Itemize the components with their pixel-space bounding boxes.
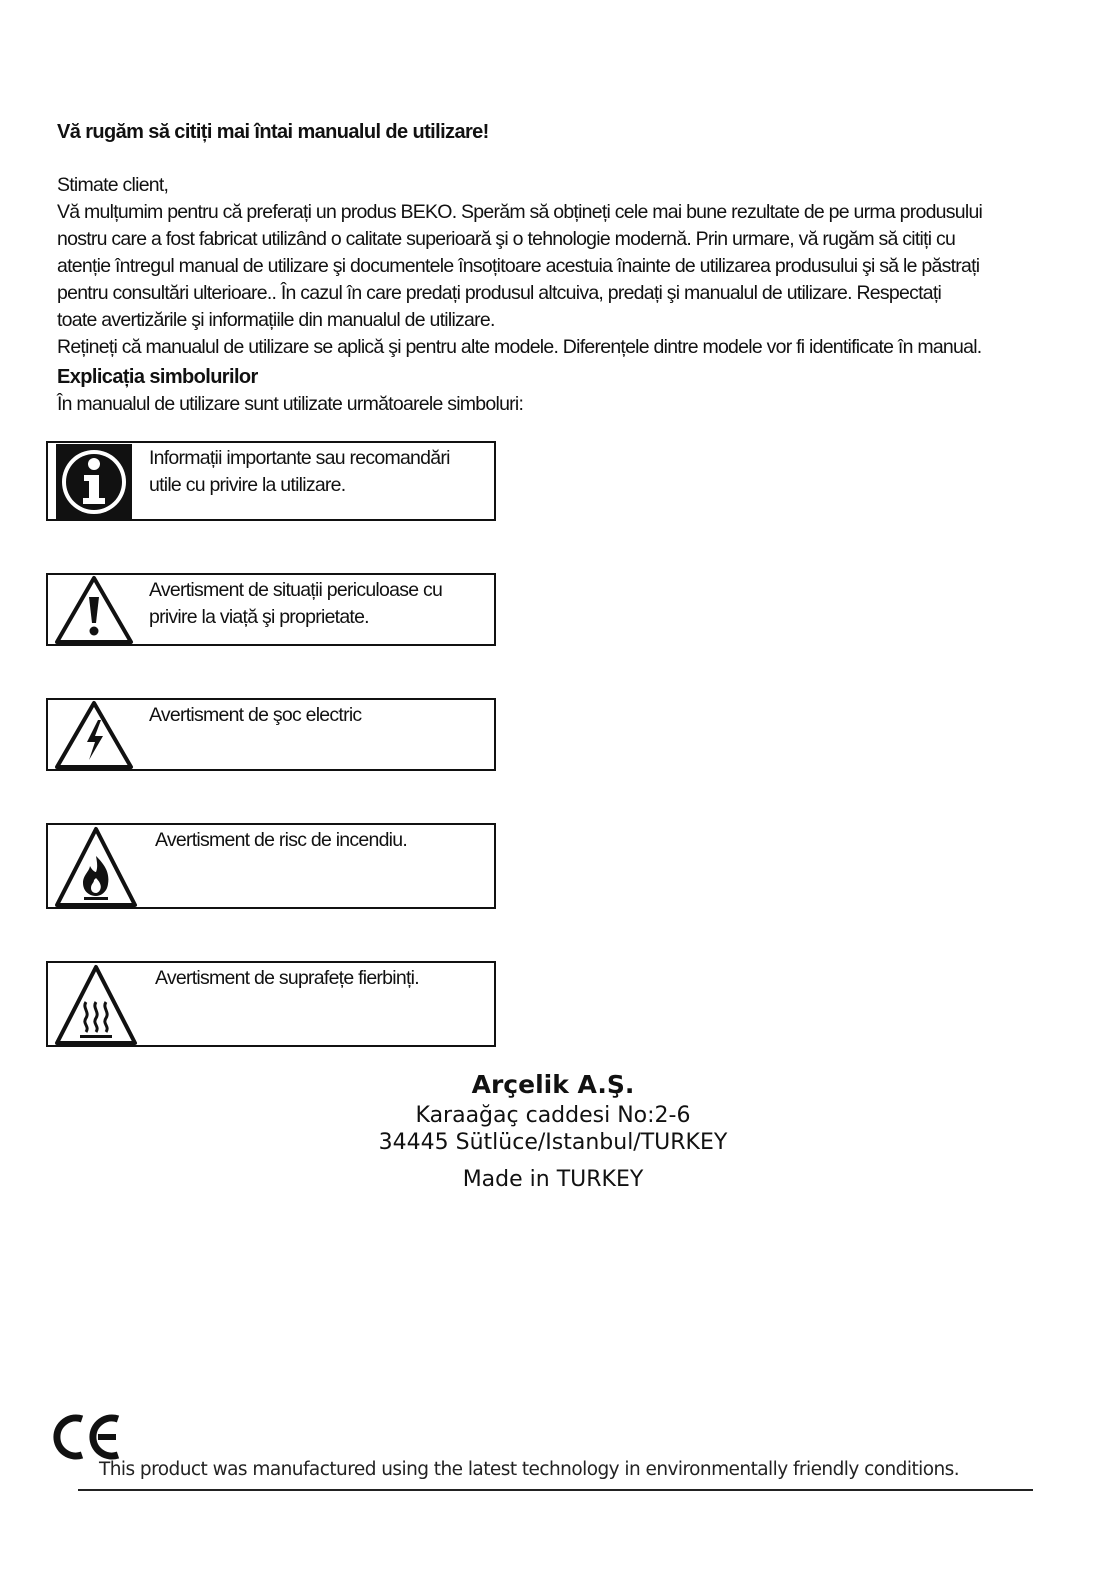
intro-line: atenție întregul manual de utilizare şi documentele însoțitoare acestuia înainte de utilizarea produsului şi să le păstrați — [57, 255, 980, 277]
hot-surface-icon — [54, 964, 138, 1051]
symbol-description-line: utile cu privire la utilizare. — [149, 474, 346, 496]
intro-line: Rețineți că manualul de utilizare se aplică şi pentru alte modele. Diferențele dintre modele vor fi identificate în manual. — [57, 336, 982, 358]
symbol-description — [149, 445, 450, 499]
symbols-title: Explicația simbolurilor — [57, 366, 258, 388]
company-name: Arçelik A.Ş. — [471, 1070, 635, 1099]
symbol-description-line: Avertisment de suprafețe fierbinți. — [155, 967, 419, 989]
symbol-description-line: privire la viață şi proprietate. — [149, 606, 369, 628]
made-in-label: Made in TURKEY — [462, 1167, 644, 1192]
symbol-box-info — [46, 441, 496, 521]
footer-note: This product was manufactured using the latest technology in environmentally friendly conditions. — [99, 1459, 960, 1480]
symbols-intro: În manualul de utilizare sunt utilizate următoarele simboluri: — [57, 393, 524, 415]
fire-hazard-icon — [54, 826, 138, 913]
symbol-description — [149, 577, 442, 631]
symbol-description — [155, 827, 407, 854]
manufacturer-info — [0, 1068, 1106, 1193]
symbol-box-hot-surface — [46, 961, 496, 1047]
symbol-description — [149, 702, 361, 729]
intro-line: toate avertizările şi informațiile din manualul de utilizare. — [57, 309, 495, 331]
symbol-box-electric — [46, 698, 496, 771]
footer-divider — [78, 1489, 1033, 1491]
electric-shock-icon — [54, 700, 134, 775]
company-address-line: Karaağaç caddesi No:2-6 — [415, 1103, 691, 1128]
symbol-box-fire — [46, 823, 496, 909]
symbol-description — [155, 965, 419, 992]
intro-line: Vă mulțumim pentru că preferați un produs BEKO. Sperăm să obțineți cele mai bune rezultate de pe urma produsului — [57, 201, 983, 223]
warning-triangle-icon — [54, 575, 134, 650]
company-address-line: 34445 Sütlüce/Istanbul/TURKEY — [378, 1130, 728, 1155]
symbol-description-line: Avertisment de situații periculoase cu — [149, 579, 443, 601]
page-heading: Vă rugăm să citiți mai întai manualul de utilizare! — [57, 121, 489, 143]
symbol-description-line: Avertisment de risc de incendiu. — [155, 829, 408, 851]
intro-line: Stimate client, — [57, 174, 169, 196]
intro-line: nostru care a fost fabricat utilizând o calitate superioară şi o tehnologie modernă. Prin urmare, vă rugăm să citiți cu — [57, 228, 956, 250]
symbol-description-line: Avertisment de şoc electric — [149, 704, 362, 726]
info-icon — [56, 444, 132, 525]
symbol-box-warning — [46, 573, 496, 646]
intro-line: pentru consultări ulterioare.. În cazul în care predați produsul altcuiva, predați şi manualul de utilizare. Respectați — [57, 282, 942, 304]
intro-paragraph — [57, 172, 1106, 361]
symbol-description-line: Informații importante sau recomandări — [149, 447, 450, 469]
